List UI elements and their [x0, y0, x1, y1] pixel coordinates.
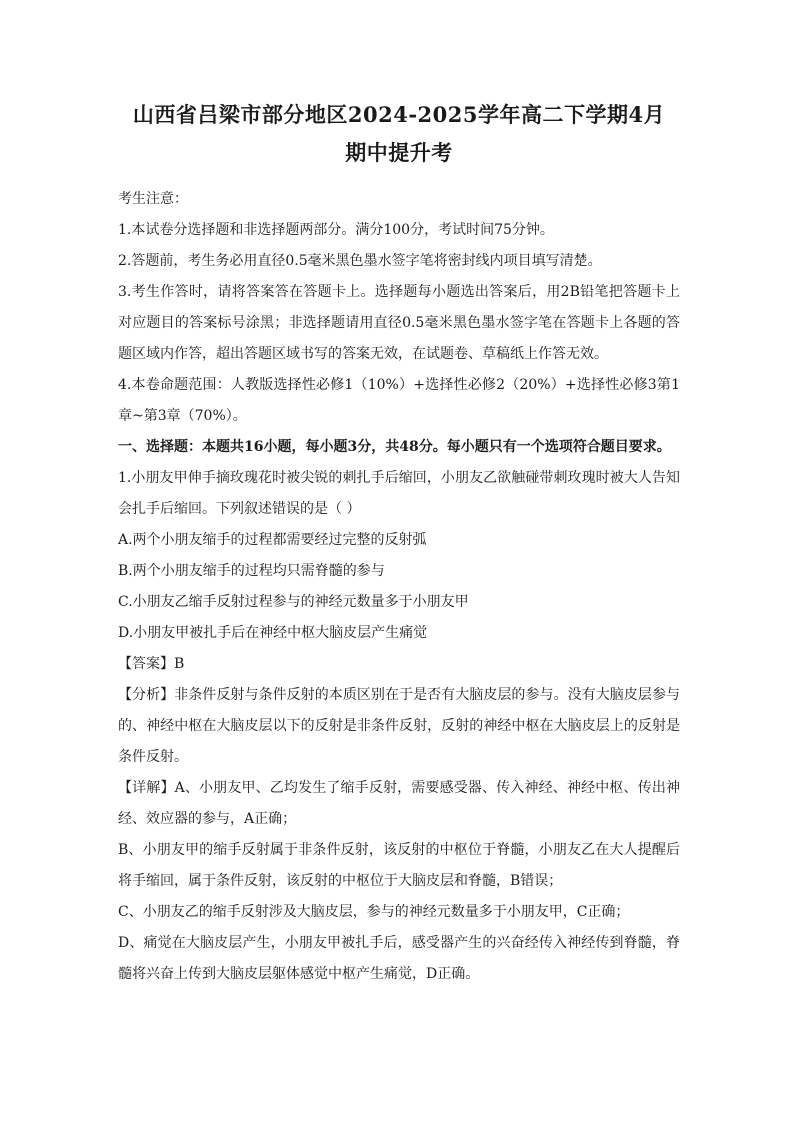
notice-item-3: 3.考生作答时，请将答案答在答题卡上。选择题每小题选出答案后，用2B铅笔把答题卡上对应题目的答案标号涂黑；非选择题请用直径0.5毫米黑色墨水签字笔在答题卡上各题的答题区域内作答，超出答题区域书写的答案无效，在试题卷、草稿纸上作答无效。 — [118, 284, 680, 362]
answer-line: 【答案】B — [118, 656, 185, 672]
title-line-2: 期中提升考 — [345, 140, 453, 165]
notice-item-2: 2.答题前，考生务必用直径0.5毫米黑色墨水签字笔将密封线内项目填写清楚。 — [118, 253, 602, 269]
detail-paragraph-d: D、痛觉在大脑皮层产生，小朋友甲被扎手后，感受器产生的兴奋经传入神经传到脊髓，脊髓将兴奋上传到大脑皮层躯体感觉中枢产生痛觉，D正确。 — [118, 935, 680, 982]
notice-item-4: 4.本卷命题范围：人教版选择性必修1（10%）+选择性必修2（20%）+选择性必修3第1章~第3章（70%）。 — [118, 377, 680, 424]
detail-paragraph-b: B、小朋友甲的缩手反射属于非条件反射，该反射的中枢位于脊髓，小朋友乙在大人提醒后将手缩回，属于条件反射，该反射的中枢位于大脑皮层和脊髓，B错误； — [118, 842, 680, 889]
detail-paragraph-c: C、小朋友乙的缩手反射涉及大脑皮层，参与的神经元数量多于小朋友甲，C正确； — [118, 904, 630, 920]
notice-item-1: 1.本试卷分选择题和非选择题两部分。满分100分，考试时间75分钟。 — [118, 222, 554, 238]
question-stem: 1.小朋友甲伸手摘玫瑰花时被尖锐的刺扎手后缩回，小朋友乙欲触碰带刺玫瑰时被大人告知会扎手后缩回。下列叙述错误的是（ ） — [118, 470, 680, 517]
analysis-paragraph: 【分析】非条件反射与条件反射的本质区别在于是否有大脑皮层的参与。没有大脑皮层参与的、神经中枢在大脑皮层以下的反射是非条件反射，反射的神经中枢在大脑皮层上的反射是条件反射。 — [118, 687, 680, 765]
section-heading: 一、选择题：本题共16小题，每小题3分，共48分。每小题只有一个选项符合题目要求。 — [118, 439, 671, 455]
document-page — [118, 96, 680, 990]
option-a: A.两个小朋友缩手的过程都需要经过完整的反射弧 — [118, 532, 427, 548]
detail-paragraph-a: 【详解】A、小朋友甲、乙均发生了缩手反射，需要感受器、传入神经、神经中枢、传出神经、效应器的参与，A正确； — [118, 780, 680, 827]
option-d: D.小朋友甲被扎手后在神经中枢大脑皮层产生痛觉 — [118, 625, 428, 641]
option-c: C.小朋友乙缩手反射过程参与的神经元数量多于小朋友甲 — [118, 594, 469, 610]
option-b: B.两个小朋友缩手的过程均只需脊髓的参与 — [118, 563, 385, 579]
title-line-1: 山西省吕梁市部分地区2024-2025学年高二下学期4月 — [132, 102, 666, 127]
notice-label: 考生注意： — [118, 191, 188, 207]
